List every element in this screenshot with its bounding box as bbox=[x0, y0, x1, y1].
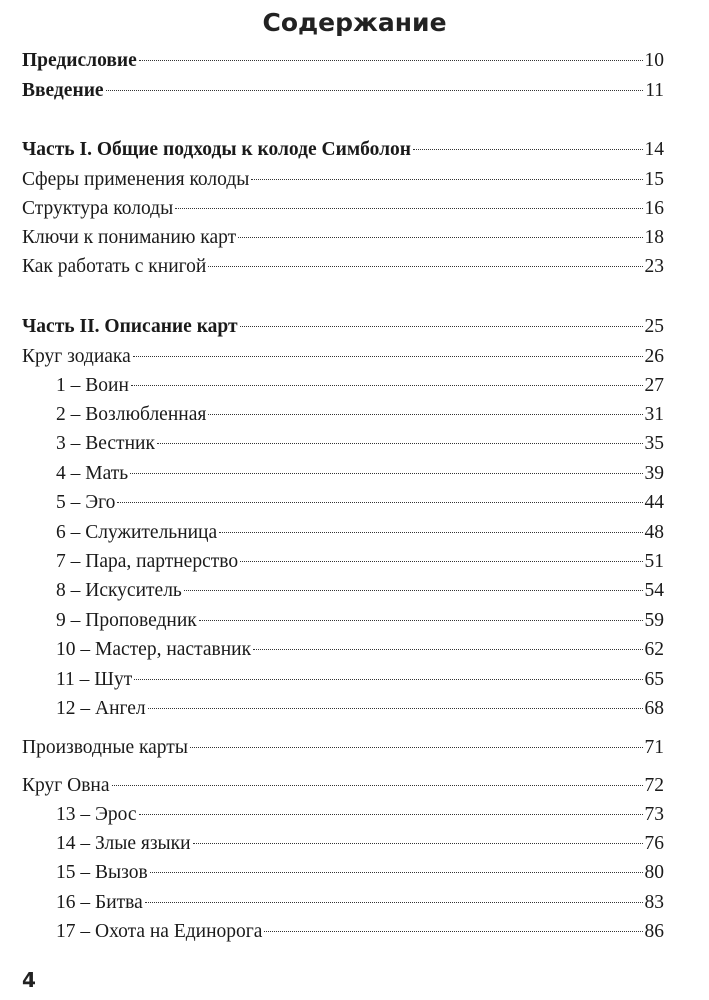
toc-entry-label: 3 – Вестник bbox=[56, 433, 155, 454]
toc-entry-page: 48 bbox=[644, 522, 664, 543]
toc-entry bbox=[56, 372, 664, 400]
toc-entry-label: 13 – Эрос bbox=[56, 804, 137, 825]
toc-entry-page: 83 bbox=[644, 892, 664, 913]
toc-entry bbox=[56, 430, 664, 458]
dot-leader bbox=[208, 414, 642, 415]
dot-leader bbox=[139, 814, 643, 815]
toc-entry bbox=[56, 695, 664, 723]
toc-entry-label: 12 – Ангел bbox=[56, 698, 146, 719]
toc-entry-page: 80 bbox=[644, 862, 664, 883]
dot-leader bbox=[264, 931, 642, 932]
dot-leader bbox=[145, 902, 643, 903]
toc-entry-page: 44 bbox=[644, 492, 664, 513]
toc-entry-page: 76 bbox=[644, 833, 664, 854]
toc-entry bbox=[56, 666, 664, 694]
dot-leader bbox=[253, 649, 642, 650]
toc-entry bbox=[56, 607, 664, 635]
toc-entry-label: 8 – Искуситель bbox=[56, 580, 182, 601]
dot-leader bbox=[190, 747, 643, 748]
dot-leader bbox=[251, 179, 642, 180]
toc-entry bbox=[22, 224, 664, 252]
toc-entry-label: 16 – Битва bbox=[56, 892, 143, 913]
toc-entry-label: Часть I. Общие подходы к колоде Симболон bbox=[22, 139, 412, 160]
toc-entry-page: 11 bbox=[645, 80, 664, 101]
dot-leader bbox=[240, 561, 642, 562]
toc-entry-page: 51 bbox=[644, 551, 664, 572]
toc-entry-page: 18 bbox=[644, 227, 664, 248]
dot-leader bbox=[157, 443, 643, 444]
dot-leader bbox=[238, 237, 642, 238]
toc-entry-label: 11 – Шут bbox=[56, 669, 133, 690]
toc-entry-label: Структура колоды bbox=[22, 198, 174, 219]
dot-leader bbox=[148, 708, 643, 709]
toc-entry-label: Круг Овна bbox=[22, 775, 110, 796]
toc-entry bbox=[56, 519, 664, 547]
toc-entry-label: 1 – Воин bbox=[56, 375, 129, 396]
toc-entry-page: 68 bbox=[644, 698, 664, 719]
dot-leader bbox=[117, 502, 642, 503]
toc-entry bbox=[56, 577, 664, 605]
toc-entry bbox=[56, 918, 664, 946]
toc-entry-page: 16 bbox=[644, 198, 664, 219]
dot-leader bbox=[112, 785, 643, 786]
toc-entry-page: 62 bbox=[644, 639, 664, 660]
toc-entry bbox=[56, 636, 664, 664]
toc-entry-label: 10 – Мастер, наставник bbox=[56, 639, 252, 660]
toc-entry-label: 4 – Мать bbox=[56, 463, 129, 484]
toc-entry bbox=[22, 343, 664, 371]
toc-entry-page: 25 bbox=[644, 316, 664, 337]
toc-entry-preface bbox=[22, 47, 664, 75]
toc-entry bbox=[22, 253, 664, 281]
toc-entry-page: 72 bbox=[644, 775, 664, 796]
toc-entry-label: Часть II. Описание карт bbox=[22, 316, 238, 337]
toc-entry-page: 27 bbox=[644, 375, 664, 396]
toc-entry-label: 9 – Проповедник bbox=[56, 610, 197, 631]
toc-entry-page: 71 bbox=[644, 737, 664, 758]
toc-entry-label: 5 – Эго bbox=[56, 492, 116, 513]
toc-entry-label: 15 – Вызов bbox=[56, 862, 148, 883]
toc-entry-page: 15 bbox=[644, 169, 664, 190]
toc-entry-page: 59 bbox=[644, 610, 664, 631]
toc-entry bbox=[56, 460, 664, 488]
toc-entry bbox=[56, 889, 664, 917]
toc-entry bbox=[22, 166, 664, 194]
dot-leader bbox=[208, 266, 642, 267]
toc-entry-page: 23 bbox=[644, 256, 664, 277]
toc-entry bbox=[22, 772, 664, 800]
toc-entry-page: 73 bbox=[644, 804, 664, 825]
dot-leader bbox=[413, 149, 642, 150]
toc-entry-part-1 bbox=[22, 136, 664, 164]
toc-entry-label: 17 – Охота на Единорога bbox=[56, 921, 263, 942]
toc-entry-page: 65 bbox=[644, 669, 664, 690]
dot-leader bbox=[193, 843, 643, 844]
toc-entry-label: 7 – Пара, партнерство bbox=[56, 551, 239, 572]
dot-leader bbox=[175, 208, 642, 209]
dot-leader bbox=[139, 60, 643, 61]
toc-entry-page: 10 bbox=[644, 50, 664, 71]
toc-entry-page: 54 bbox=[644, 580, 664, 601]
toc-entry bbox=[56, 548, 664, 576]
dot-leader bbox=[240, 326, 643, 327]
toc-entry-page: 26 bbox=[644, 346, 664, 367]
toc-entry bbox=[56, 859, 664, 887]
page-number: 4 bbox=[22, 968, 36, 992]
toc-entry-label: Предисловие bbox=[22, 50, 137, 71]
toc-entry-label: Сферы применения колоды bbox=[22, 169, 250, 190]
toc-entry-part-2 bbox=[22, 313, 664, 341]
toc-entry bbox=[56, 830, 664, 858]
dot-leader bbox=[184, 590, 643, 591]
toc-entry-page: 35 bbox=[644, 433, 664, 454]
toc-entry-label: 14 – Злые языки bbox=[56, 833, 191, 854]
page-title: Содержание bbox=[262, 8, 447, 37]
dot-leader bbox=[133, 356, 643, 357]
toc-entry bbox=[56, 801, 664, 829]
toc-entry-introduction bbox=[22, 77, 664, 105]
dot-leader bbox=[150, 872, 643, 873]
toc-entry bbox=[56, 401, 664, 429]
toc-entry-label: Ключи к пониманию карт bbox=[22, 227, 237, 248]
toc-entry-page: 31 bbox=[644, 404, 664, 425]
toc-entry-label: 2 – Возлюбленная bbox=[56, 404, 207, 425]
dot-leader bbox=[134, 679, 642, 680]
toc-entry-label: Круг зодиака bbox=[22, 346, 131, 367]
toc-entry bbox=[56, 489, 664, 517]
toc-entry-page: 86 bbox=[644, 921, 664, 942]
toc-entry-label: Введение bbox=[22, 80, 104, 101]
toc-entry-label: 6 – Служительница bbox=[56, 522, 218, 543]
toc-entry bbox=[22, 734, 664, 762]
dot-leader bbox=[219, 532, 642, 533]
toc-entry-page: 39 bbox=[644, 463, 664, 484]
toc-entry-label: Производные карты bbox=[22, 737, 188, 758]
dot-leader bbox=[106, 90, 644, 91]
dot-leader bbox=[130, 473, 642, 474]
toc-entry-page: 14 bbox=[644, 139, 664, 160]
dot-leader bbox=[131, 385, 643, 386]
toc-entry-label: Как работать с книгой bbox=[22, 256, 207, 277]
dot-leader bbox=[199, 620, 643, 621]
toc-entry bbox=[22, 195, 664, 223]
